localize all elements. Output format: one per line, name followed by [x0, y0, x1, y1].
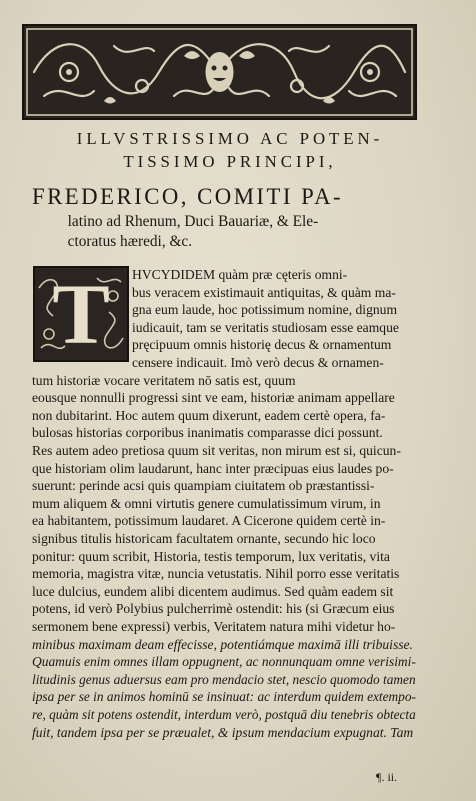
dedication-heading: [32, 128, 432, 252]
text-line: Res autem adeo pretiosa quum sit veritas, non mirum est si, quicun-: [32, 443, 401, 458]
text-line: memoria, magistra vitæ, nuncia vetustatis. Nihil porro esse veritatis: [32, 566, 400, 582]
text-line: litudinis genus aduersus eam pro mendacio stet, nescio quomodo tamen: [32, 671, 416, 687]
decorated-initial: [33, 266, 129, 362]
text-line: re, quàm sit potens ostendit, interdum verò, postquā diu tenebris obtecta: [32, 707, 416, 722]
text-line: HVCYDIDEM quàm præ cęteris omni-: [132, 267, 348, 282]
text-line: signibus titulis historicam facultatem ornante, secundo hic loco: [32, 531, 376, 546]
text-line: ipsa per se in animos hominū se insinuat: ac interdum quidem extempo-: [32, 689, 416, 705]
text-line: luce dulcius, eundem alibi dicentem audimus. Sed quàm eadem sit: [32, 583, 394, 599]
text-line: gna eum laude, hoc potissimum nomine, dignum: [132, 302, 398, 318]
dedication-line-4: latino ad Rhenum, Duci Bauariæ, & Ele-: [67, 213, 319, 230]
text-line: fuit, tandem ipsa per se præualet, & ipsum mendacium expugnat. Tam: [32, 724, 414, 740]
text-line: non dubitarint. Hoc autem quum dixerunt, eadem certè opera, fa-: [32, 407, 386, 423]
ornamental-headpiece: [22, 24, 417, 120]
text-line: iudicauit, tam se veritatis studiosam esse eamque: [132, 319, 399, 335]
text-line: bulosas historias corporibus inanimatis comparasse dici possunt.: [32, 425, 383, 441]
text-line: suerunt: perinde acsi quis quampiam ciuitatem ob præstantissi-: [32, 478, 375, 494]
text-line: pręcipuum omnis historię decus & ornamentum: [132, 337, 392, 353]
dedication-line-2: TISSIMO PRINCIPI,: [123, 152, 337, 171]
text-line: tum historiæ vocare veritatem nō satis est, quum: [32, 372, 296, 388]
text-line: mum aliquem & omni virtutis genere cumulatissimum virum, in: [32, 495, 381, 511]
signature-mark: ¶. ii.: [376, 770, 398, 784]
text-line: que historiam olim laudarunt, hanc inter præcipuas eius laudes po-: [32, 460, 394, 476]
dedication-line-3: FREDERICO, COMITI PA-: [32, 184, 344, 209]
text-line: eousque nonnulli progressi sint ve eam, historiæ animam appellare: [32, 390, 395, 406]
dedication-line-5: ctoratus hæredi, &c.: [67, 233, 193, 250]
text-line: bus veracem existimauit antiquitas, & quàm ma-: [132, 284, 396, 300]
text-line: sermonem bene expressi) verbis, Veritatem natura mihi videtur ho-: [32, 619, 396, 634]
text-line: minibus maximam deam effecisse, potentiámque maximā illi tribuisse.: [32, 636, 413, 652]
text-line: Quamuis enim omnes illam oppugnent, ac nonnunquam omne verisimi-: [32, 654, 416, 670]
text-line: ponitur: quum scribit, Historia, testis temporum, lux veritatis, vita: [32, 548, 390, 564]
initial-letter: T: [52, 266, 110, 362]
text-line: censere indicauit. Imò verò decus & ornamen-: [132, 355, 384, 370]
text-line: potens, id verò Polybius pulcherrimè ostendit: his (si Græcum eius: [32, 601, 395, 617]
dedication-line-1: ILLVSTRISSIMO AC POTEN-: [76, 129, 384, 148]
text-line: ea habitantem, potissimum laudaret. A Cicerone quidem certè in-: [32, 513, 386, 529]
